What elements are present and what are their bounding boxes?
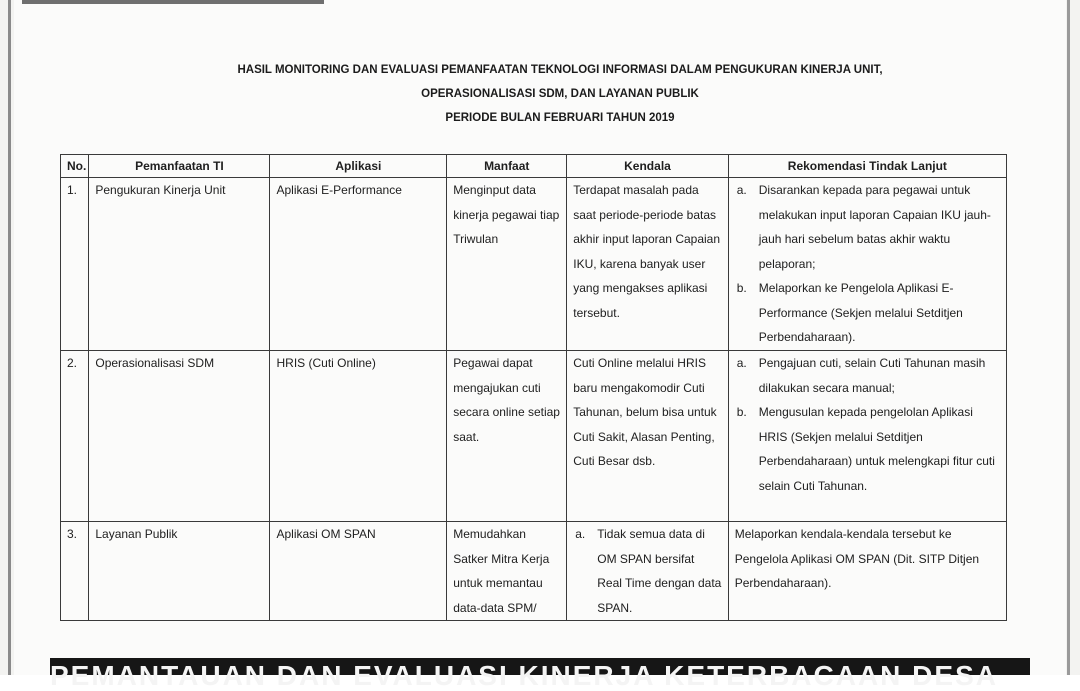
cell-rekomendasi [728,178,1006,351]
cell-no: 2. [61,351,89,522]
title-line-2: OPERASIONALISASI SDM, DAN LAYANAN PUBLIK [421,88,699,100]
header-no: No. [61,155,89,178]
list-text: Pengajuan cuti, selain Cuti Tahunan masih dilakukan secara manual; [758,356,986,395]
cell-kendala: Terdapat masalah pada saat periode-periode batas akhir input laporan Capaian IKU, karena banyak user yang mengakses aplikasi tersebut. [567,178,728,351]
list-marker: b. [736,281,747,295]
cell-kendala: Cuti Online melalui HRIS baru mengakomodir Cuti Tahunan, belum bisa untuk Cuti Sakit, Alasan Penting, Cuti Besar dsb. [567,351,728,522]
cell-kendala [567,522,728,621]
cell-manfaat: Menginput data kinerja pegawai tiap Triwulan [447,178,567,351]
cell-aplikasi: Aplikasi E-Performance [270,178,447,351]
header-pemanfaatan: Pemanfaatan TI [89,155,270,178]
cell-pemanfaatan: Operasionalisasi SDM [89,351,270,522]
cell-aplikasi: HRIS (Cuti Online) [270,351,447,522]
cell-no: 1. [61,178,89,351]
cell-manfaat: Memudahkan Satker Mitra Kerja untuk memantau data-data SPM/ [447,522,567,621]
table-row [61,351,1007,522]
document-title [60,58,1060,130]
bottom-banner-text: PEMANTAUAN DAN EVALUASI KINERJA KETERBACAAN DESA [50,660,998,691]
frame-edge-left [8,0,11,675]
cell-pemanfaatan: Layanan Publik [89,522,270,621]
title-line-1: HASIL MONITORING DAN EVALUASI PEMANFAATAN TEKNOLOGI INFORMASI DALAM PENGUKURAN KINERJA UNIT, [237,64,883,76]
header-aplikasi: Aplikasi [270,155,447,178]
cell-manfaat: Pegawai dapat mengajukan cuti secara online setiap saat. [447,351,567,522]
header-manfaat: Manfaat [447,155,567,178]
list-marker: a. [736,183,747,197]
list-text: Mengusulan kepada pengelolan Aplikasi HRIS (Sekjen melalui Setditjen Perbendaharaan) untuk melengkapi fitur cuti selain Cuti Tahunan. [758,405,995,493]
list-item [735,351,1000,400]
frame-edge-right [1067,0,1070,675]
bottom-banner [50,658,1030,691]
header-rekomendasi: Rekomendasi Tindak Lanjut [728,155,1006,178]
cell-no: 3. [61,522,89,621]
table-row [61,178,1007,351]
top-dark-bar [22,0,324,4]
list-item [735,276,1000,350]
list-item [735,400,1000,498]
header-kendala: Kendala [567,155,728,178]
list-text: Tidak semua data di OM SPAN bersifat Real Time dengan data SPAN. [597,527,722,615]
list-text: Disarankan kepada para pegawai untuk melakukan input laporan Capaian IKU jauh-jauh hari sebelum batas akhir waktu pelaporan; [758,183,991,271]
list-marker: a. [736,356,747,370]
cell-rekomendasi: Melaporkan kendala-kendala tersebut ke Pengelola Aplikasi OM SPAN (Dit. SITP Ditjen Perbendaharaan). [728,522,1006,621]
table-row [61,522,1007,621]
cell-rekomendasi [728,351,1006,522]
list-text: Melaporkan ke Pengelola Aplikasi E-Performance (Sekjen melalui Setditjen Perbendaharaan). [758,281,963,344]
monitoring-table [60,154,1007,621]
cell-pemanfaatan: Pengukuran Kinerja Unit [89,178,270,351]
title-line-3: PERIODE BULAN FEBRUARI TAHUN 2019 [445,112,675,124]
list-item [573,522,721,620]
table-header-row [61,155,1007,178]
list-marker: b. [736,405,747,419]
list-marker: a. [575,527,586,541]
list-item [735,178,1000,276]
cell-aplikasi: Aplikasi OM SPAN [270,522,447,621]
